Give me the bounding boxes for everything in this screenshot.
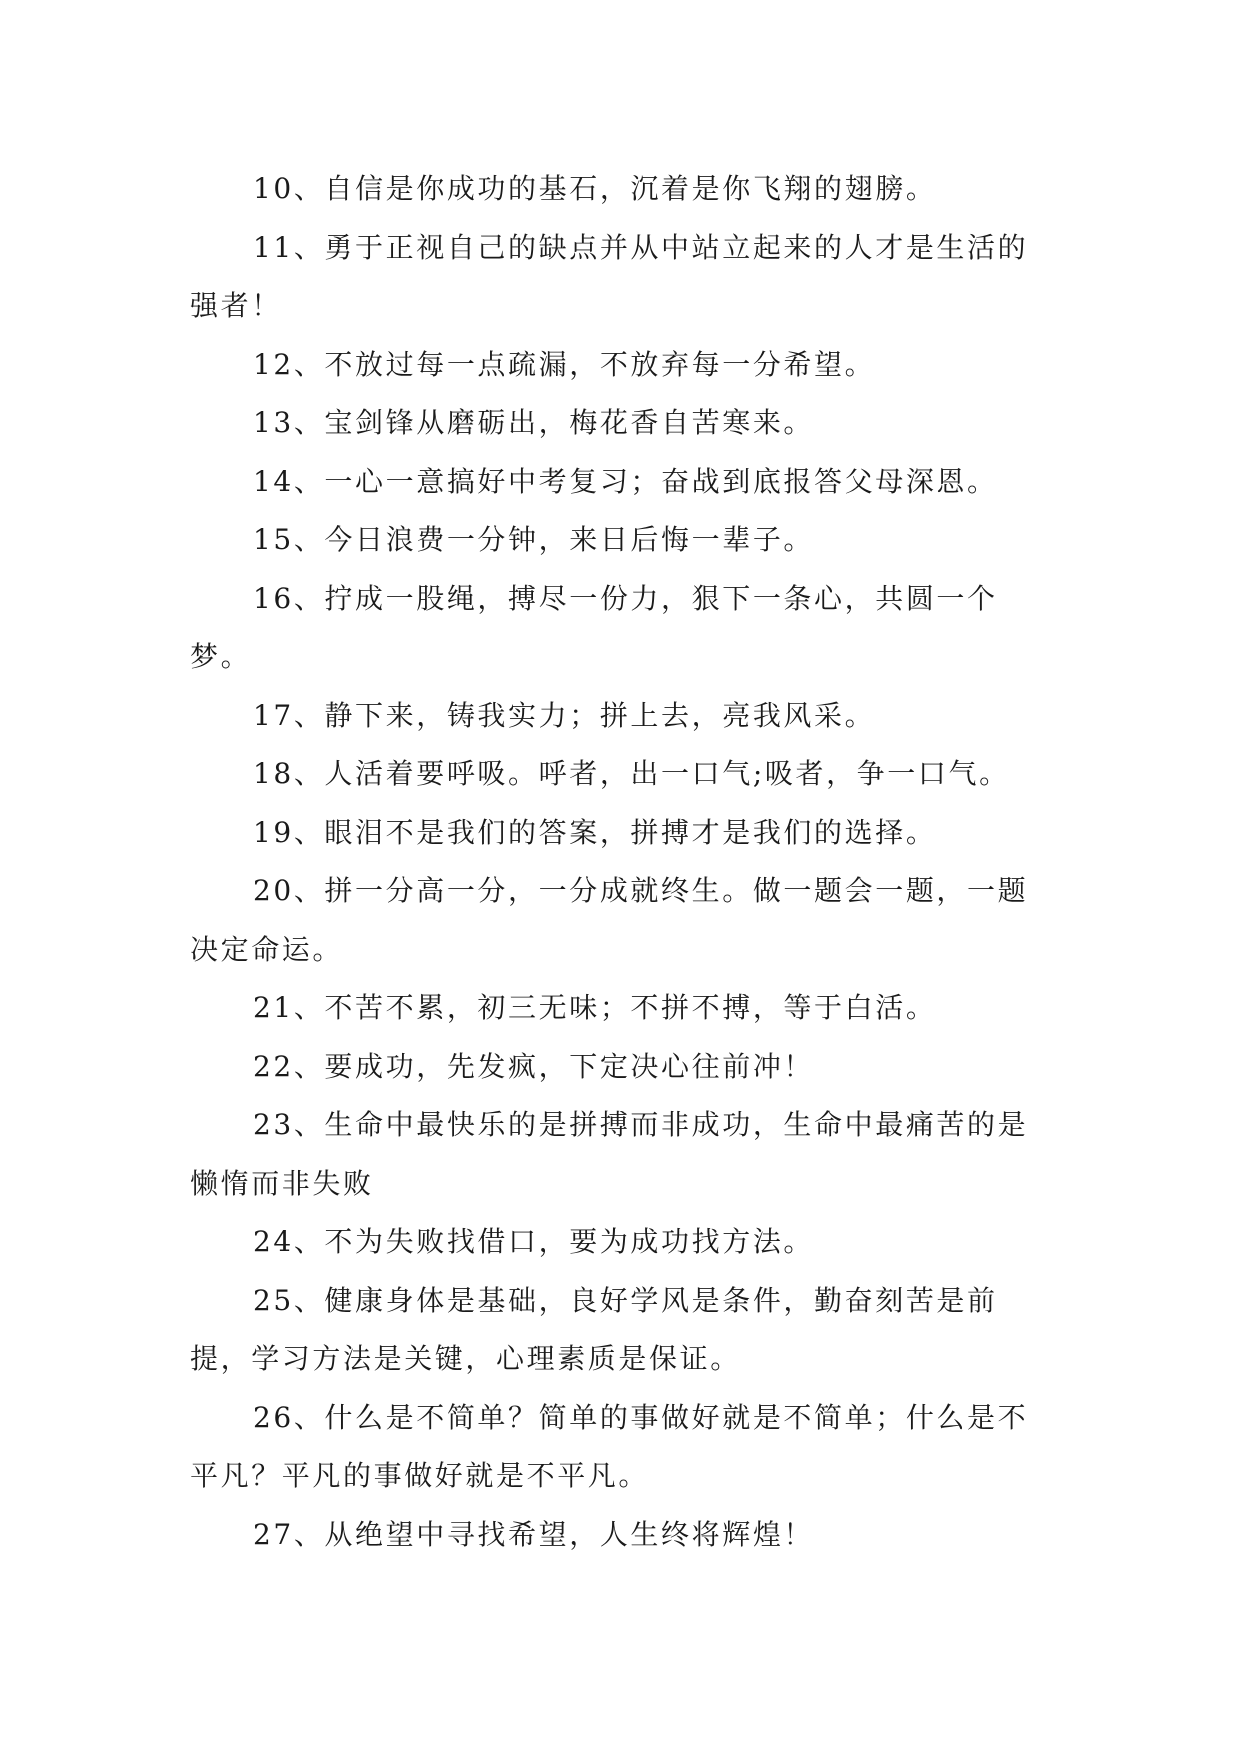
list-item: 23、生命中最快乐的是拼搏而非成功，生命中最痛苦的是懒惰而非失败 <box>190 1108 1029 1200</box>
list-item: 16、拧成一股绳，搏尽一份力，狠下一条心，共圆一个梦。 <box>190 581 998 673</box>
list-item: 20、拼一分高一分，一分成就终生。做一题会一题，一题决定命运。 <box>190 874 1029 966</box>
list-item: 14、一心一意搞好中考复习；奋战到底报答父母深恩。 <box>253 464 998 498</box>
list-item: 26、什么是不简单？简单的事做好就是不简单；什么是不平凡？平凡的事做好就是不平凡。 <box>190 1400 1029 1492</box>
list-item: 17、静下来，铸我实力；拼上去，亮我风采。 <box>253 698 876 732</box>
list-item: 19、眼泪不是我们的答案，拼搏才是我们的选择。 <box>253 815 937 849</box>
list-item: 10、自信是你成功的基石，沉着是你飞翔的翅膀。 <box>253 172 937 205</box>
list-item: 15、今日浪费一分钟，来日后悔一辈子。 <box>253 523 815 556</box>
list-item: 12、不放过每一点疏漏，不放弃每一分希望。 <box>253 347 876 381</box>
list-item: 11、勇于正视自己的缺点并从中站立起来的人才是生活的强者！ <box>190 230 1029 322</box>
list-item: 13、宝剑锋从磨砺出，梅花香自苦寒来。 <box>253 406 815 439</box>
document-body <box>190 160 1056 1564</box>
list-item: 21、不苦不累，初三无味；不拼不搏，等于白活。 <box>253 991 937 1024</box>
list-item: 25、健康身体是基础，良好学风是条件，勤奋刻苦是前提，学习方法是关键，心理素质是保证。 <box>190 1283 998 1375</box>
list-item: 22、要成功，先发疯，下定决心往前冲！ <box>253 1049 815 1083</box>
list-item: 27、从绝望中寻找希望，人生终将辉煌！ <box>253 1517 815 1551</box>
list-item: 24、不为失败找借口，要为成功找方法。 <box>253 1225 815 1258</box>
list-item: 18、人活着要呼吸。呼者，出一口气;吸者，争一口气。 <box>253 757 1010 790</box>
